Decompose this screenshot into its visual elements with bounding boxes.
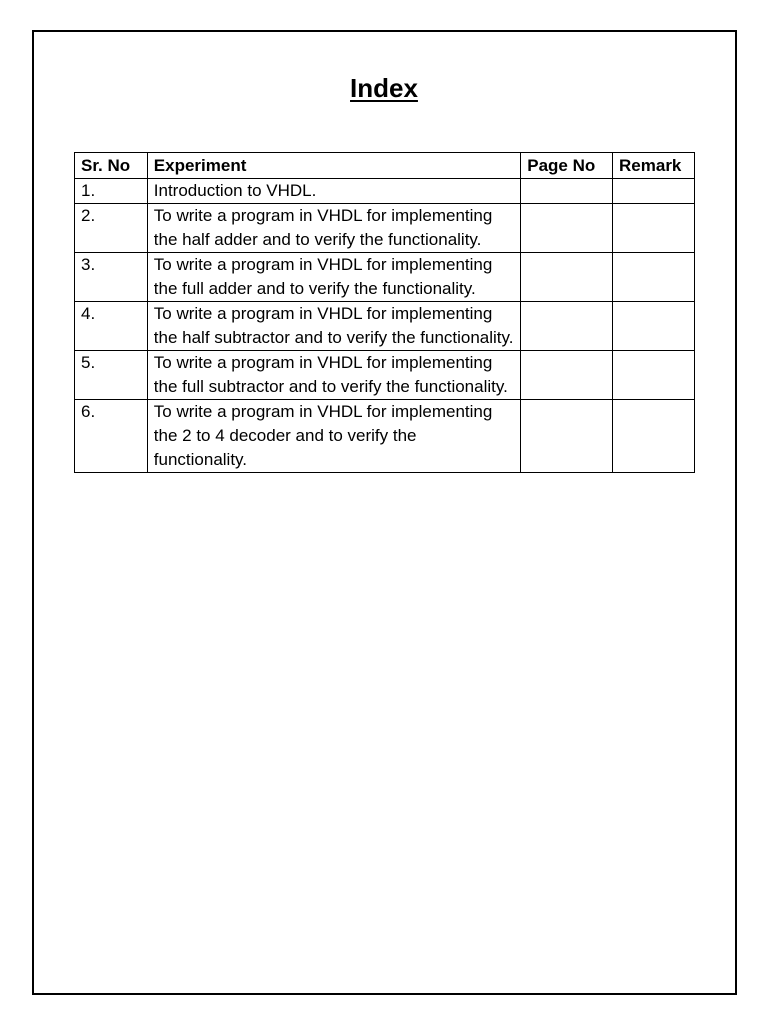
cell-remark xyxy=(613,204,695,253)
table-body xyxy=(75,179,695,473)
table-row xyxy=(75,204,695,253)
cell-remark xyxy=(613,351,695,400)
cell-remark xyxy=(613,179,695,204)
cell-page-no xyxy=(521,400,613,473)
cell-experiment: Introduction to VHDL. xyxy=(147,179,520,204)
cell-sr-no: 1. xyxy=(75,179,148,204)
index-table xyxy=(74,152,695,473)
header-row xyxy=(75,153,695,179)
cell-page-no xyxy=(521,179,613,204)
cell-remark xyxy=(613,302,695,351)
header-remark: Remark xyxy=(613,153,695,179)
cell-page-no xyxy=(521,253,613,302)
table-header xyxy=(75,153,695,179)
cell-page-no xyxy=(521,302,613,351)
cell-experiment: To write a program in VHDL for implementing the full subtractor and to verify the functionality. xyxy=(147,351,520,400)
header-page-no: Page No xyxy=(521,153,613,179)
cell-remark xyxy=(613,400,695,473)
cell-page-no xyxy=(521,204,613,253)
cell-sr-no: 2. xyxy=(75,204,148,253)
cell-sr-no: 6. xyxy=(75,400,148,473)
page-title: Index xyxy=(350,73,418,103)
cell-experiment: To write a program in VHDL for implementing the half adder and to verify the functionality. xyxy=(147,204,520,253)
table-row xyxy=(75,253,695,302)
table-row xyxy=(75,179,695,204)
cell-page-no xyxy=(521,351,613,400)
cell-experiment: To write a program in VHDL for implementing the 2 to 4 decoder and to verify the functionality. xyxy=(147,400,520,473)
cell-experiment: To write a program in VHDL for implementing the full adder and to verify the functionality. xyxy=(147,253,520,302)
table-row xyxy=(75,351,695,400)
cell-sr-no: 5. xyxy=(75,351,148,400)
header-experiment: Experiment xyxy=(147,153,520,179)
cell-sr-no: 3. xyxy=(75,253,148,302)
table-row xyxy=(75,400,695,473)
header-sr-no: Sr. No xyxy=(75,153,148,179)
table-row xyxy=(75,302,695,351)
cell-remark xyxy=(613,253,695,302)
cell-experiment: To write a program in VHDL for implementing the half subtractor and to verify the functionality. xyxy=(147,302,520,351)
cell-sr-no: 4. xyxy=(75,302,148,351)
